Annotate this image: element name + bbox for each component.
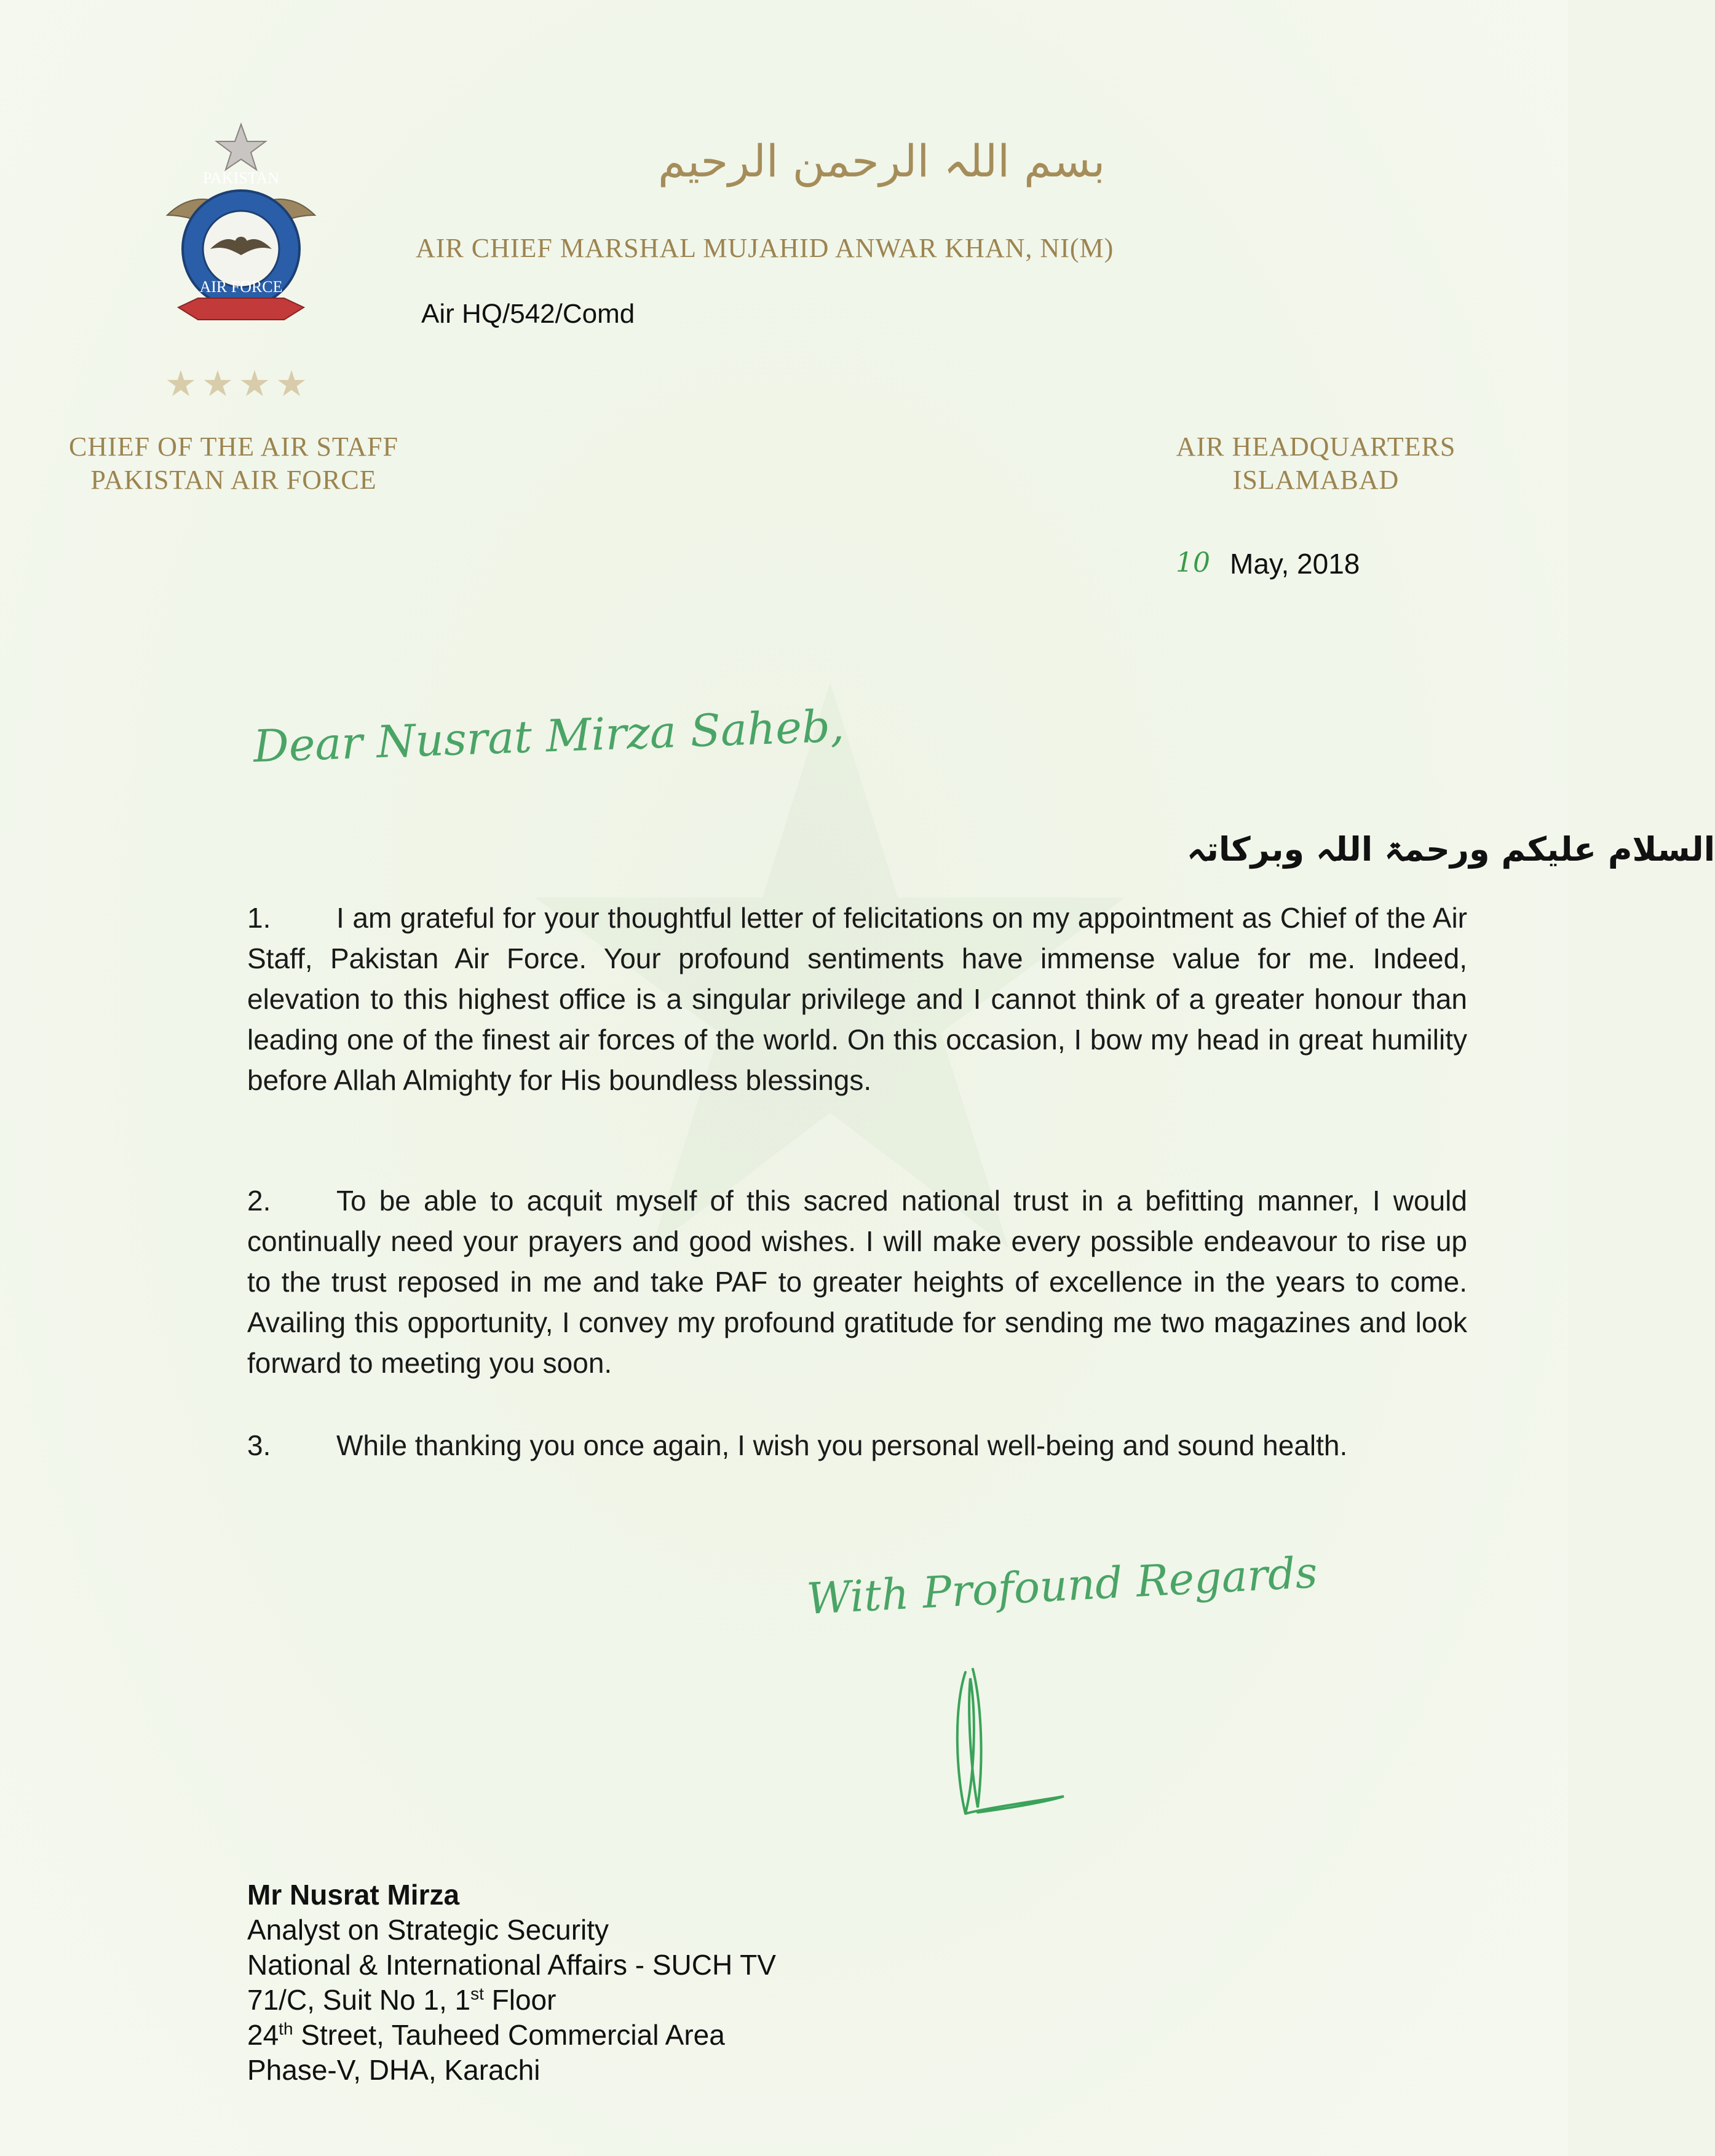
recipient-address	[247, 1878, 776, 2088]
reference-number: Air HQ/542/Comd	[421, 299, 635, 329]
recipient-name: Mr Nusrat Mirza	[247, 1879, 460, 1911]
recipient-line: Analyst on Strategic Security	[247, 1914, 609, 1946]
recipient-line	[247, 2018, 776, 2053]
ordinal-suffix: st	[470, 1984, 484, 2004]
address-part: 24	[247, 2019, 279, 2051]
address-part: Floor	[483, 1984, 556, 2016]
sender-office	[37, 430, 430, 497]
paragraph	[247, 1425, 1467, 1466]
recipient-line: Phase-V, DHA, Karachi	[247, 2054, 541, 2086]
signature-icon	[941, 1660, 1088, 1832]
address-part: Street, Tauheed Commercial Area	[293, 2019, 725, 2051]
recipient-line: National & International Affairs - SUCH TV	[247, 1949, 776, 1981]
paragraph	[247, 898, 1467, 1100]
office-line: CHIEF OF THE AIR STAFF	[69, 432, 398, 462]
address-line: AIR HEADQUARTERS	[1176, 432, 1456, 462]
date-month-year: May, 2018	[1230, 548, 1360, 580]
closing-handwritten: With Profound Regards	[805, 1547, 1319, 1624]
salutation-handwritten: Dear Nusrat Mirza Saheb,	[252, 700, 846, 772]
paragraph-text: While thanking you once again, I wish you personal well-being and sound health.	[336, 1429, 1348, 1461]
emblem-top-text: PAKISTAN	[202, 169, 280, 187]
office-line: PAKISTAN AIR FORCE	[90, 465, 377, 495]
date-day-handwritten: 10	[1176, 547, 1210, 578]
bismillah-calligraphy: بسم اللہ الرحمن الرحیم	[658, 135, 1106, 187]
paragraph-text: To be able to acquit myself of this sacred national trust in a befitting manner, I would continually need your prayers and good wishes. I will make every possible endeavour to rise up to the trust reposed in me and take PAF to greater heights of excellence in the years to come. Availing this opportunity, I convey my profound gratitude for sending me two magazines and look forward to meeting you soon.	[247, 1185, 1467, 1379]
paf-emblem-icon	[161, 123, 321, 344]
recipient-line	[247, 1983, 776, 2018]
ordinal-suffix: th	[279, 2019, 293, 2039]
paragraph-number: 3.	[247, 1429, 271, 1461]
paragraph-number: 1.	[247, 902, 271, 934]
address-part: 71/C, Suit No 1, 1	[247, 1984, 471, 2016]
emblem-bottom-text: AIR FORCE	[199, 278, 283, 296]
paragraph-number: 2.	[247, 1185, 271, 1217]
address-line: ISLAMABAD	[1232, 465, 1400, 495]
greeting-urdu: السلام علیکم ورحمۃ اللہ وبرکاتہ	[1187, 830, 1715, 869]
paragraph-text: I am grateful for your thoughtful letter of felicitations on my appointment as Chief of the Air Staff, Pakistan Air Force. Your profound sentiments have immense value for me. Indeed, elevation to this highest office is a singular privilege and I cannot think of a greater honour than leading one of the finest air forces of the world. On this occasion, I bow my head in great humility before Allah Almighty for His boundless blessings.	[247, 902, 1467, 1096]
headquarters-address	[1101, 430, 1531, 497]
rank-stars-icon: ★★★★	[165, 364, 312, 404]
paragraph	[247, 1180, 1467, 1383]
sender-name: AIR CHIEF MARSHAL MUJAHID ANWAR KHAN, NI(M)	[416, 233, 1114, 263]
